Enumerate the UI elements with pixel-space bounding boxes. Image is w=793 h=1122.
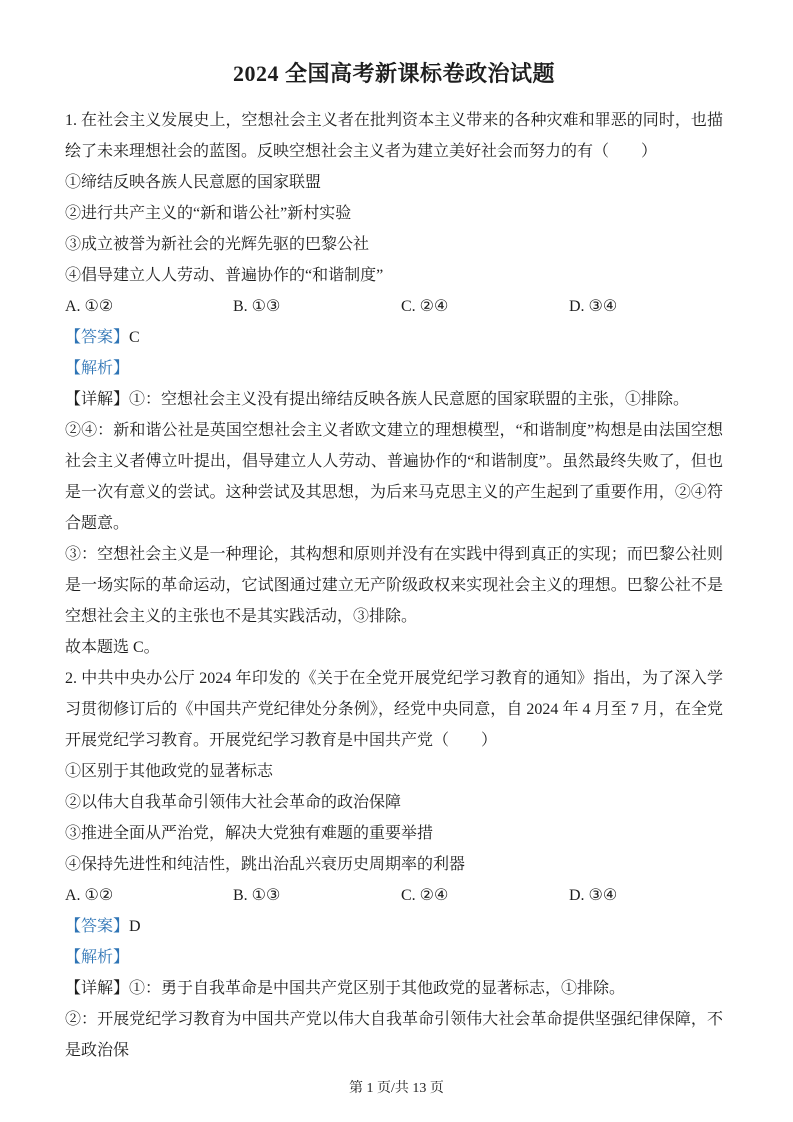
question-item: ①缔结反映各族人民意愿的国家联盟 xyxy=(65,174,322,191)
option-c: C. ②④ xyxy=(401,298,449,315)
options-row xyxy=(65,880,723,911)
detail-paragraph: ②④：新和谐公社是英国空想社会主义者欧文建立的理想模型，“和谐制度”构想是由法国空想社会主义者傅立叶提出，倡导建立人人劳动、普遍协作的“和谐制度”。虽然最终失败了，但也是一次有意义的尝试。这种尝试及其思想，为后来马克思主义的产生起到了重要作用，②④符合题意。 xyxy=(65,422,723,532)
question-item: ②以伟大自我革命引领伟大社会革命的政治保障 xyxy=(65,794,402,811)
option-a: A. ①② xyxy=(65,298,114,315)
detail-paragraph: ③：空想社会主义是一种理论，其构想和原则并没有在实践中得到真正的实现；而巴黎公社则是一场实际的革命运动，它试图通过建立无产阶级政权来实现社会主义的理想。巴黎公社不是空想社会主义的主张也不是其实践活动，③排除。 xyxy=(65,546,723,625)
detail-paragraph xyxy=(65,973,723,1004)
analysis-line xyxy=(65,353,723,384)
question-item: ③成立被誉为新社会的光辉先驱的巴黎公社 xyxy=(65,236,370,253)
question-stem: 2. 中共中央办公厅 2024 年印发的《关于在全党开展党纪学习教育的通知》指出，为了深入学习贯彻修订后的《中国共产党纪律处分条例》，经党中央同意，自 2024 年 4 月至 7 月，在全党开展党纪学习教育。开展党纪学习教育是中国共产党（ ） xyxy=(65,670,723,749)
question-stem: 1. 在社会主义发展史上，空想社会主义者在批判资本主义带来的各种灾难和罪恶的同时，也描绘了未来理想社会的蓝图。反映空想社会主义者为建立美好社会而努力的有（ ） xyxy=(65,112,723,160)
option-c: C. ②④ xyxy=(401,887,449,904)
detail-label: 【详解】 xyxy=(65,391,130,408)
detail-text: ①：勇于自我革命是中国共产党区别于其他政党的显著标志，①排除。 xyxy=(129,980,626,997)
analysis-label: 【解析】 xyxy=(65,949,130,966)
answer-value: D xyxy=(129,918,141,935)
detail-paragraph xyxy=(65,384,723,415)
option-a: A. ①② xyxy=(65,887,114,904)
question-item: ③推进全面从严治党，解决大党独有难题的重要举措 xyxy=(65,825,434,842)
answer-value: C xyxy=(129,329,140,346)
answer-label: 【答案】 xyxy=(65,329,130,346)
page-title: 2024 全国高考新课标卷政治试题 xyxy=(232,61,555,86)
options-row xyxy=(65,291,723,322)
analysis-label: 【解析】 xyxy=(65,360,130,377)
detail-paragraph: ②：开展党纪学习教育为中国共产党以伟大自我革命引领伟大社会革命提供坚强纪律保障，不是政治保 xyxy=(65,1011,723,1059)
question-item: ①区别于其他政党的显著标志 xyxy=(65,763,274,780)
page-content xyxy=(65,58,723,1066)
question-item: ④倡导建立人人劳动、普遍协作的“和谐制度” xyxy=(65,267,384,284)
question-block-1 xyxy=(65,105,723,663)
analysis-line xyxy=(65,942,723,973)
option-d: D. ③④ xyxy=(569,298,618,315)
question-block-2 xyxy=(65,663,723,1066)
detail-conclusion: 故本题选 C。 xyxy=(65,639,160,656)
option-b: B. ①③ xyxy=(233,887,281,904)
question-item: ②进行共产主义的“新和谐公社”新村实验 xyxy=(65,205,352,222)
question-item: ④保持先进性和纯洁性，跳出治乱兴衰历史周期率的利器 xyxy=(65,856,466,873)
answer-line xyxy=(65,322,723,353)
answer-label: 【答案】 xyxy=(65,918,130,935)
answer-line xyxy=(65,911,723,942)
page-number-footer: 第 1 页/共 13 页 xyxy=(349,1081,444,1096)
detail-label: 【详解】 xyxy=(65,980,130,997)
detail-text: ①：空想社会主义没有提出缔结反映各族人民意愿的国家联盟的主张，①排除。 xyxy=(129,391,690,408)
option-d: D. ③④ xyxy=(569,887,618,904)
option-b: B. ①③ xyxy=(233,298,281,315)
